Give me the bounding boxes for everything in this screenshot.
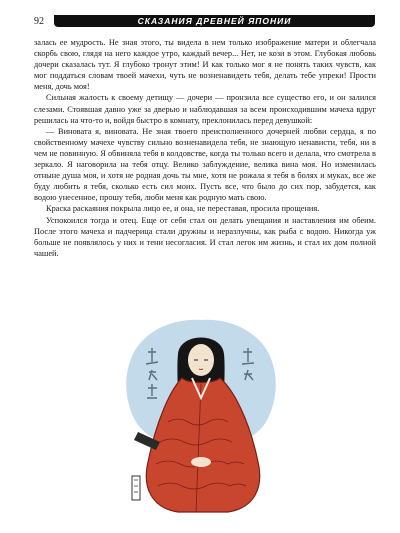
paragraph: — Виновата я, виновата. Не зная твоего преисполненного дочерней любви сердца, я по свойственному мачехе чувству сильно возненавидела тебя, не знающую ненависти, тебя, ни в чем не повинную. Я обвиняла тебя в колдовстве, когда ты только всего и делала, что смотрела в зеркало. Я наговорила на тебя отцу. Велико заблуждение, велика вина моя. Но изменилась отныне душа моя, и хотя не родная дочь ты мне, хотя не рожала я тебя в болях и муках, все же буду любить я тебя, сколько есть сил моих. Пусть все, что было до сих пор, забудется, как водою унесенное, прошу тебя, люби меня как родную мать свою.: [34, 126, 376, 203]
page-number: 92: [34, 16, 44, 27]
paragraph: залась ее мудрость. Не зная этого, ты видела в нем только изображение матери и облегчала скорбь свою, глядя на него каждое утро, каждый вечер... Нет, не кози в этом. Глубокая любовь дочери сказалась тут. Я глубоко тронут этим! И как только мог я не понять таких чувств, как мог поддаться словам твоей мачехи, чуть не возненавидеть тебя, делать тебе упреки! Прости меня, дочь моя!: [34, 38, 376, 92]
running-header-bar: [54, 15, 375, 27]
paragraph: Сильная жалость к своему детищу — дочери — пронзила все существо его, и он залился слезами. Стоявшая давно уже за дверью и наблюдавшая за всем происходившим мачеха вдруг решилась на что-то и, войдя быстро в комнату, преклонилась перед девушкой:: [34, 93, 376, 125]
paragraph: Краска раскаяния покрыла лицо ее, и она, не переставая, просила прощения.: [46, 204, 320, 214]
running-header-title: СКАЗАНИЯ ДРЕВНЕЙ ЯПОНИИ: [137, 16, 292, 26]
kneeling-girl-illustration: [108, 312, 294, 520]
body-text: [34, 37, 376, 259]
hands: [191, 457, 211, 467]
paragraph: Успокоился тогда и отец. Еще от себя стал он делать увещания и наставления им обеим. После этого мачеха и падчерица стали дружны и неразлучны, как рыба с водою. Никогда уж больше не появлялось у них и тени несогласия. И стал легок им жизнь, и стал их дом полной чашей.: [34, 215, 376, 258]
illustration: [108, 312, 294, 520]
face: [188, 344, 214, 376]
